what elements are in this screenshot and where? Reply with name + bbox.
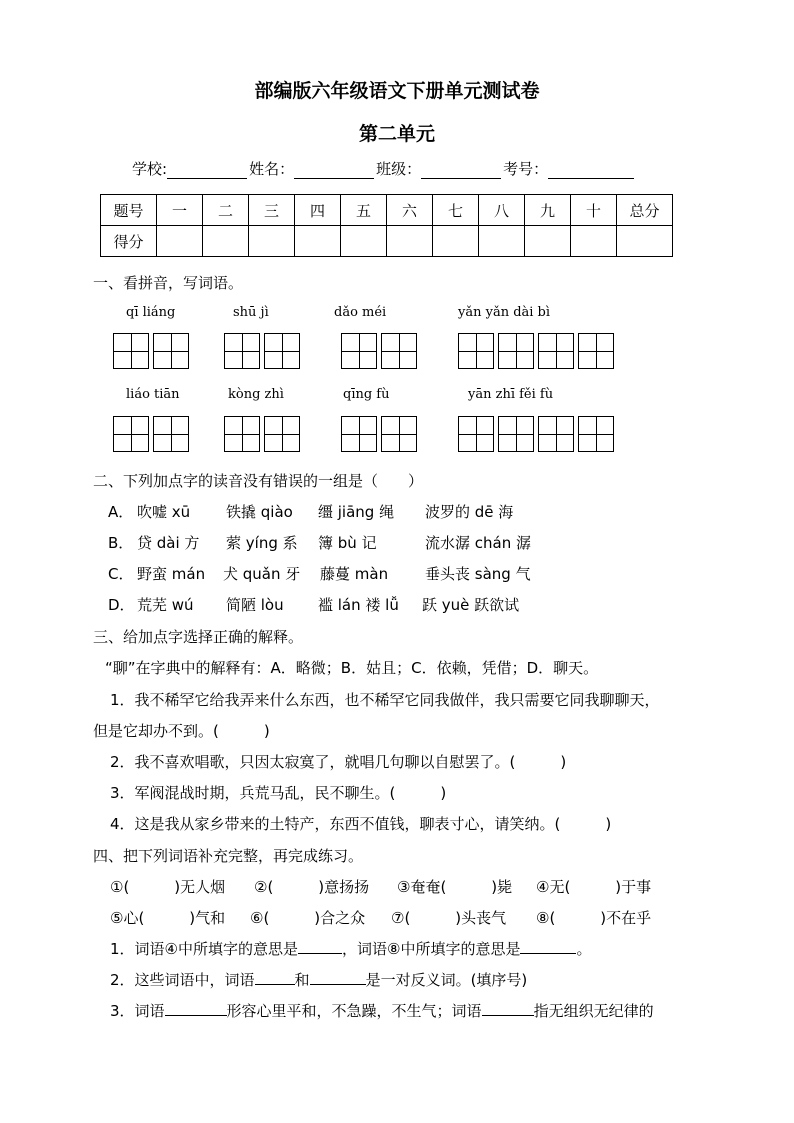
- pinyin-label: dǎo méi: [334, 305, 387, 320]
- char-box[interactable]: [538, 333, 574, 369]
- question-text: 形容心里平和，不急躁，不生气；词语: [226, 1002, 482, 1020]
- score-table-header-row: [101, 195, 673, 226]
- pinyin-label: qīng fù: [343, 387, 390, 402]
- school-field[interactable]: [167, 162, 247, 179]
- score-input-cell[interactable]: [479, 226, 525, 257]
- pinyin-label: shū jì: [233, 305, 269, 320]
- option-item: 垂头丧 sàng 气: [425, 565, 531, 583]
- score-input-cell[interactable]: [157, 226, 203, 257]
- score-table-cell: 九: [525, 195, 571, 226]
- option-b-label[interactable]: B．: [108, 534, 134, 552]
- exam-number-field[interactable]: [548, 162, 634, 179]
- section3-question-4: 4．这是我从家乡带来的土特产，东西不值钱，聊表寸心，请笑纳。( ): [110, 815, 612, 833]
- score-input-cell[interactable]: [341, 226, 387, 257]
- name-field[interactable]: [294, 162, 374, 179]
- score-table-cell: 总分: [617, 195, 673, 226]
- char-box[interactable]: [113, 333, 149, 369]
- section3-question-2: 2．我不喜欢唱歌，只因太寂寞了，就唱几句聊以自慰罢了。( ): [110, 753, 567, 771]
- page-title: 部编版六年级语文下册单元测试卷: [254, 80, 540, 102]
- char-box[interactable]: [458, 333, 494, 369]
- score-input-cell[interactable]: [387, 226, 433, 257]
- answer-blank[interactable]: [520, 939, 576, 954]
- question-text: 1．词语④中所填字的意思是: [110, 940, 298, 958]
- option-item: 萦 yíng 系: [226, 534, 298, 552]
- school-label: 学校:: [132, 160, 168, 178]
- char-box[interactable]: [224, 333, 260, 369]
- idiom-item: ①( )无人烟: [110, 878, 226, 896]
- score-table-cell: 五: [341, 195, 387, 226]
- section3-question-1-cont: 但是它却办不到。( ): [93, 722, 270, 740]
- option-item: 褴 lán 褛 lǚ: [318, 596, 399, 614]
- section4-question-2: [110, 969, 527, 990]
- score-table-cell: 四: [295, 195, 341, 226]
- class-label: 班级：: [376, 160, 422, 178]
- idiom-item: ⑧( )不在乎: [536, 909, 652, 927]
- score-table: [100, 194, 673, 257]
- score-table-cell: 十: [571, 195, 617, 226]
- idiom-item: ②( )意扬扬: [254, 878, 370, 896]
- question-text: 指无组织无纪律的: [533, 1002, 654, 1020]
- answer-blank[interactable]: [255, 970, 295, 985]
- pinyin-label: yān zhī fěi fù: [468, 387, 554, 402]
- char-box[interactable]: [341, 416, 377, 452]
- score-table-cell: 七: [433, 195, 479, 226]
- section1-heading: 一、看拼音，写词语。: [93, 274, 244, 292]
- section2-heading: 二、下列加点字的读音没有错误的一组是（ ）: [93, 472, 424, 490]
- question-text: 是一对反义词。(填序号): [365, 971, 528, 989]
- score-table-cell: 题号: [101, 195, 157, 226]
- option-item: 铁撬 qiào: [226, 503, 293, 521]
- option-a-label[interactable]: A．: [108, 503, 134, 521]
- option-item: 贷 dài 方: [137, 534, 200, 552]
- char-box[interactable]: [224, 416, 260, 452]
- score-table-cell: 一: [157, 195, 203, 226]
- unit-title: 第二单元: [358, 123, 435, 145]
- question-text: ，词语⑧中所填字的意思是: [342, 940, 521, 958]
- score-table-cell: 三: [249, 195, 295, 226]
- char-box[interactable]: [578, 333, 614, 369]
- score-input-cell[interactable]: [617, 226, 673, 257]
- option-item: 犬 quǎn 牙: [223, 565, 301, 583]
- option-item: 簿 bù 记: [318, 534, 377, 552]
- score-input-cell[interactable]: [295, 226, 341, 257]
- option-item: 缰 jiāng 绳: [318, 503, 395, 521]
- answer-blank[interactable]: [165, 1001, 227, 1016]
- score-input-cell[interactable]: [203, 226, 249, 257]
- pinyin-label: yǎn yǎn dài bì: [458, 305, 551, 320]
- char-box[interactable]: [381, 333, 417, 369]
- score-input-cell[interactable]: [525, 226, 571, 257]
- pinyin-label: liáo tiān: [126, 387, 180, 402]
- section4-question-1: [110, 938, 591, 959]
- question-text: 3．词语: [110, 1002, 165, 1020]
- score-table-cell: 六: [387, 195, 433, 226]
- option-item: 流水潺 chán 潺: [425, 534, 531, 552]
- idiom-item: ④无( )于事: [536, 878, 652, 896]
- pinyin-label: qī liáng: [126, 305, 176, 320]
- idiom-item: ⑤心( )气和: [110, 909, 226, 927]
- char-box[interactable]: [341, 333, 377, 369]
- char-box[interactable]: [578, 416, 614, 452]
- section3-question-1: 1．我不稀罕它给我弄来什么东西，也不稀罕它同我做伴，我只需要它同我聊聊天，: [110, 691, 660, 709]
- option-item: 简陋 lòu: [226, 596, 284, 614]
- score-input-cell[interactable]: [249, 226, 295, 257]
- char-box[interactable]: [264, 416, 300, 452]
- option-item: 野蛮 mán: [137, 565, 206, 583]
- answer-blank[interactable]: [298, 939, 342, 954]
- class-field[interactable]: [421, 162, 501, 179]
- char-box[interactable]: [381, 416, 417, 452]
- pinyin-label: kòng zhì: [228, 387, 284, 402]
- char-box[interactable]: [498, 333, 534, 369]
- char-box[interactable]: [458, 416, 494, 452]
- section3-question-3: 3．军阀混战时期，兵荒马乱，民不聊生。( ): [110, 784, 447, 802]
- score-table-cell: 八: [479, 195, 525, 226]
- char-box[interactable]: [153, 333, 189, 369]
- question-text: 和: [294, 971, 310, 989]
- score-input-cell[interactable]: [433, 226, 479, 257]
- exam-number-label: 考号：: [503, 160, 549, 178]
- option-c-label[interactable]: C．: [108, 565, 134, 583]
- score-table-cell: 二: [203, 195, 249, 226]
- option-d-label[interactable]: D．: [108, 596, 135, 614]
- question-text: 2．这些词语中，词语: [110, 971, 255, 989]
- option-item: 荒芜 wú: [137, 596, 194, 614]
- answer-blank[interactable]: [310, 970, 366, 985]
- idiom-item: ⑥( )合之众: [250, 909, 366, 927]
- section3-heading: 三、给加点字选择正确的解释。: [93, 628, 304, 646]
- name-label: 姓名：: [249, 160, 295, 178]
- section4-question-3: [110, 1000, 654, 1021]
- score-table-cell: 得分: [101, 226, 157, 257]
- char-box[interactable]: [113, 416, 149, 452]
- score-input-cell[interactable]: [571, 226, 617, 257]
- section4-heading: 四、把下列词语补充完整，再完成练习。: [93, 847, 364, 865]
- student-info-line: [132, 158, 636, 179]
- option-item: 波罗的 dē 海: [425, 503, 514, 521]
- char-box[interactable]: [153, 416, 189, 452]
- char-box[interactable]: [538, 416, 574, 452]
- answer-blank[interactable]: [482, 1001, 534, 1016]
- section3-intro: “聊”在字典中的解释有：A．略微；B．姑且；C．依赖，凭借；D．聊天。: [105, 659, 599, 677]
- option-item: 吹嘘 xū: [137, 503, 191, 521]
- option-item: 跃 yuè 跃欲试: [422, 596, 520, 614]
- question-text: 。: [576, 940, 592, 958]
- char-box[interactable]: [498, 416, 534, 452]
- idiom-item: ⑦( )头丧气: [391, 909, 507, 927]
- idiom-item: ③奄奄( )毙: [397, 878, 513, 896]
- score-table-score-row: [101, 226, 673, 257]
- char-box[interactable]: [264, 333, 300, 369]
- option-item: 藤蔓 màn: [320, 565, 389, 583]
